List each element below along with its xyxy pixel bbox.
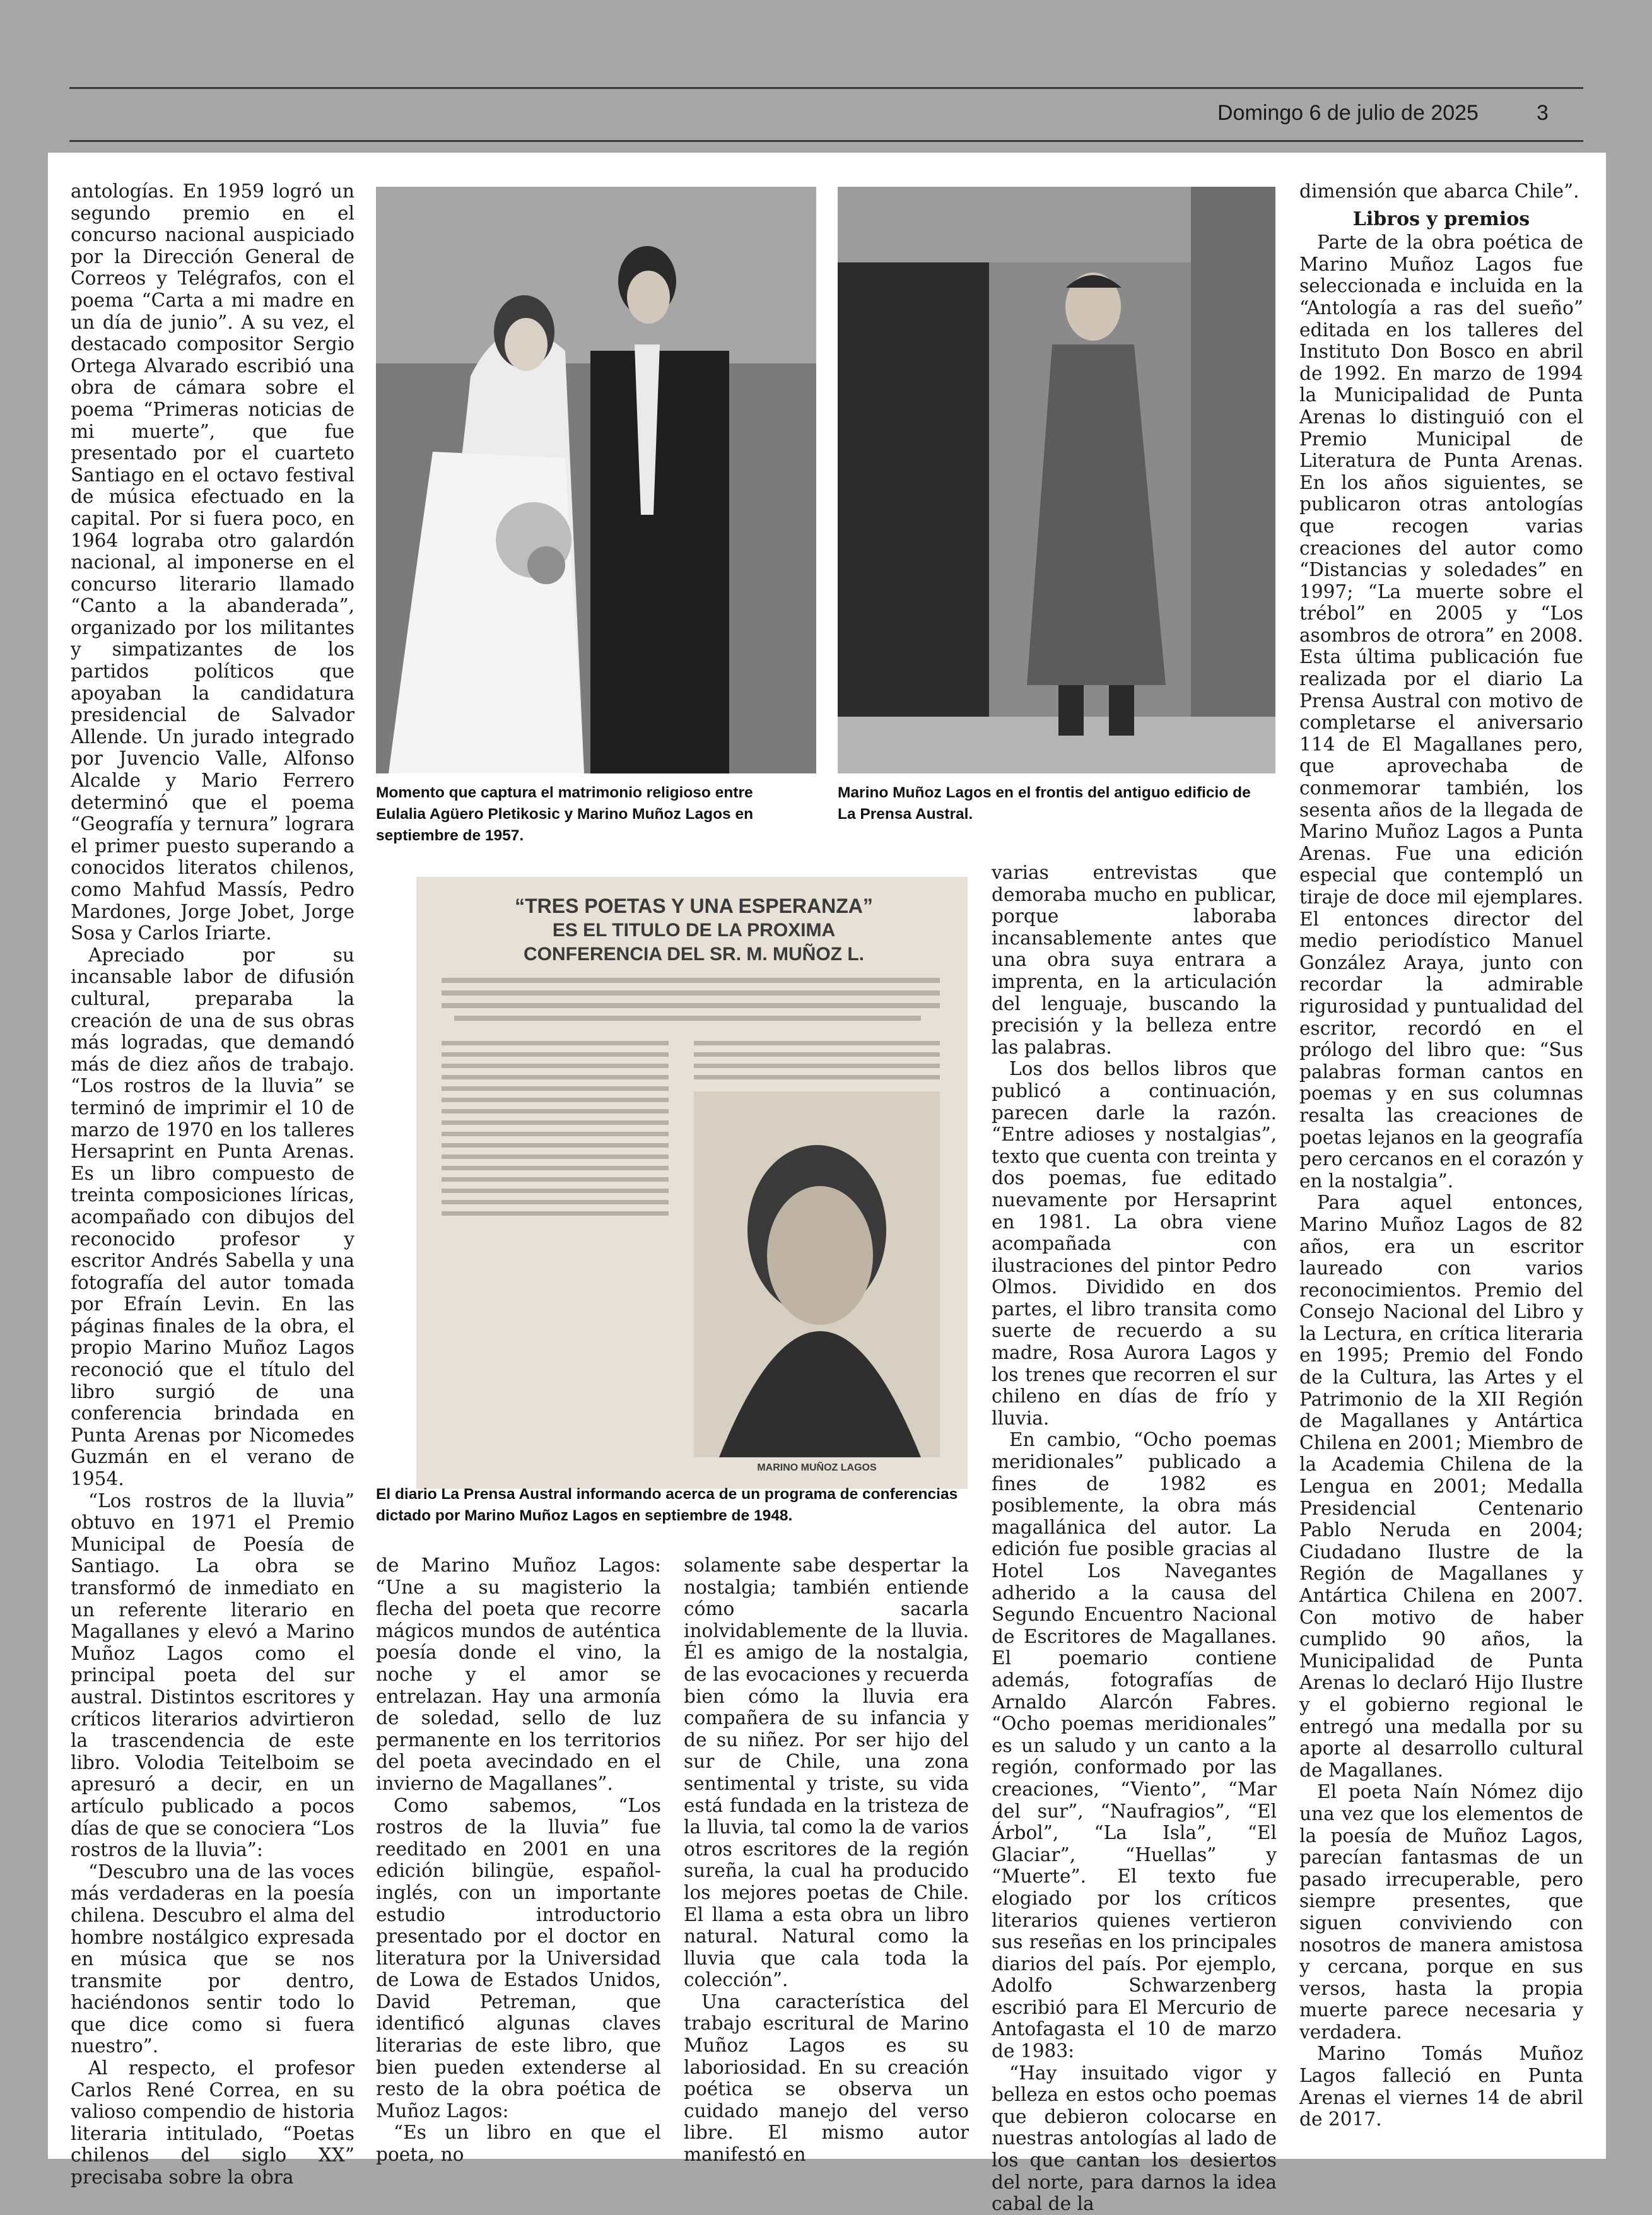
issue-date: Domingo 6 de julio de 2025 <box>1217 101 1479 125</box>
col1-paragraph: Al respecto, el profesor Carlos René Correa, en su valioso compendio de historia literaria intitulado, “Poetas chilenos del siglo XX” precisaba sobre la obra <box>71 2057 354 2189</box>
page-header <box>48 0 1606 153</box>
col4-paragraph: “Hay insuitado vigor y belleza en estos ocho poemas que debieron colocarse en nuestras antologías al lado de los que cantan los desiertos del norte, para darnos la idea cabal de la <box>992 2062 1277 2215</box>
col5-paragraph: El poeta Naín Nómez dijo una vez que los elementos de la poesía de Muñoz Lagos, parecían fantasmas de un pasado irrecuperable, pero siempre presentes, que siguen conviviendo con nosotros de manera amistosa y cercana, porque en sus versos, hasta la propia muerte parece necesaria y verdadera. <box>1299 1781 1583 2043</box>
article-column-2 <box>376 1554 661 2166</box>
header-bottom-rule <box>69 140 1583 142</box>
col1-paragraph: “Los rostros de la lluvia” obtuvo en 1971 el Premio Municipal de Poesía de Santiago. La obra se transformó de inmediato en un referente literario en Magallanes y elevó a Marino Muñoz Lagos como el principal poeta del sur austral. Distintos escritores y críticos literarios advirtieron la trascendencia de este libro. Volodia Teitelboim se apresuró a decir, en un artículo publicado a pocos días de que se conociera “Los rostros de la lluvia”: <box>71 1489 354 1861</box>
article-column-4 <box>992 862 1277 2215</box>
col5-paragraph: dimensión que abarca Chile”. <box>1299 180 1579 202</box>
clipping-headline-1: “TRES POETAS Y UNA ESPERANZA” <box>515 895 873 917</box>
wedding-photo <box>376 187 816 773</box>
col5-paragraph: Para aquel entonces, Marino Muñoz Lagos de 82 años, era un escritor laureado con varios reconocimientos. Premio del Consejo Nacional del Libro y la Lectura, en crítica literaria en 1995; Premio del Fondo de la Cultura, las Artes y el Patrimonio de la XII Región de Magallanes y Antártica Chilena en 2001; Miembro de la Academia Chilena de la Lengua en 2001; Medalla Presidencial Centenario Pablo Neruda en 2004; Ciudadano Ilustre de la Región de Magallanes y Antártica Chilena en 2007. Con motivo de haber cumplido 90 años, la Municipalidad de Punta Arenas lo declaró Hijo Ilustre y el gobierno regional le entregó una medalla por su aporte al desarrollo cultural de Magallanes. <box>1299 1192 1583 1781</box>
col5-paragraph: Marino Tomás Muñoz Lagos falleció en Punta Arenas el viernes 14 de abril de 2017. <box>1299 2043 1583 2130</box>
article-column-3 <box>684 1554 969 2166</box>
clipping-portrait-label: MARINO MUÑOZ LAGOS <box>757 1462 877 1473</box>
header-top-rule <box>69 87 1583 89</box>
col1-paragraph: antologías. En 1959 logró un segundo premio en el concurso nacional auspiciado por la Dirección General de Correos y Telégrafos, con el poema “Carta a mi madre en un día de junio”. A su vez, el destacado compositor Sergio Ortega Alvarado escribió una obra de cámara sobre el poema “Primeras noticias de mi muerte”, que fue presentado por el cuarteto Santiago en el octavo festival de música efectuado en la capital. Por si fuera poco, en 1964 lograba otro galardón nacional, al imponerse en el concurso literario llamado “Canto a la abanderada”, organizado por los militantes y simpatizantes de los partidos políticos que apoyaban la candidatura presidencial de Salvador Allende. Un jurado integrado por Juvencio Valle, Alfonso Alcalde y Mario Ferrero determinó que el poema “Geografía y ternura” lograra el primer puesto superando a conocidos literatos chilenos, como Mahfud Massís, Pedro Mardones, Jorge Jobet, Jorge Sosa y Carlos Iriarte. <box>71 180 354 944</box>
col4-paragraph: Los dos bellos libros que publicó a continuación, parecen darle la razón. “Entre adioses y nostalgias”, texto que cuenta con treinta y dos poemas, fue editado nuevamente por Hersaprint en 1981. La obra viene acompañada con ilustraciones del pintor Pedro Olmos. Dividido en dos partes, el libro transita como suerte de recuerdo a su madre, Rosa Aurora Lagos y los trenes que recorren el sur chileno en días de frío y lluvia. <box>992 1058 1277 1429</box>
col2-paragraph: Como sabemos, “Los rostros de la lluvia” fue reeditado en 2001 en una edición bilingüe, español-inglés, con un importante estudio introductorio presentado por el doctor en literatura por la Universidad de Lowa de Estados Unidos, David Petreman, que identificó algunas claves literarias de este libro, que bien pueden extenderse al resto de la obra poética de Muñoz Lagos: <box>376 1794 661 2122</box>
article-column-1 <box>71 180 354 2189</box>
newspaper-clipping <box>416 877 968 1489</box>
clipping-body-texture <box>416 877 968 1489</box>
clipping-headline-2: ES EL TITULO DE LA PROXIMA <box>552 920 836 941</box>
clipping-headline-3: CONFERENCIA DEL SR. M. MUÑOZ L. <box>524 944 864 965</box>
wedding-photo-figures <box>376 187 816 773</box>
section-heading: Libros y premios <box>1352 208 1530 230</box>
building-photo <box>838 187 1275 773</box>
col5-paragraph: Parte de la obra poética de Marino Muñoz Lagos fue seleccionada e incluida en la “Antología a ras del sueño” editada en los talleres del Instituto Don Bosco en abril de 1992. En marzo de 1994 la Municipalidad de Punta Arenas lo distinguió con el Premio Municipal de Literatura de Punta Arenas. En los años siguientes, se publicaron otras antologías que recogen varias creaciones del autor como “Distancias y soledades” en 1997; “La muerte sobre el trébol” en 2005 y “Los asombros de otrora” en 2008. Esta última publicación fue realizada por el diario La Prensa Austral con motivo de completarse el aniversario 114 de El Magallanes pero, que aprovechaba de conmemorar también, los sesenta años de la llegada de Marino Muñoz Lagos a Punta Arenas. Fue una edición especial que contempló un tiraje de doce mil ejemplares. El entonces director del medio periodístico Manuel González Araya, junto con recordar la admirable rigurosidad y puntualidad del escritor, recordó en el prólogo del libro que: “Sus palabras forman cantos en poemas y en sus columnas resalta las creaciones de poetas lejanos en la geografía pero cercanos en el corazón y en la nostalgia”. <box>1299 232 1583 1192</box>
building-photo-figures <box>838 187 1275 773</box>
building-photo-caption: Marino Muñoz Lagos en el frontis del antiguo edificio de La Prensa Austral. <box>838 784 1251 823</box>
col3-paragraph: Una característica del trabajo escritural de Marino Muñoz Lagos es su laboriosidad. En su creación poética se observa un cuidado manejo del verso libre. El mismo autor manifestó en <box>684 1990 969 2166</box>
col3-paragraph: solamente sabe despertar la nostalgia; también entiende cómo sacarla inolvidablemente de la lluvia. Él es amigo de la nostalgia, de las evocaciones y recuerda bien cómo la lluvia era compañera de su infancia y de su niñez. Por ser hijo del sur de Chile, una zona sentimental y triste, su vida está fundada en la tristeza de la lluvia, tal como la de varios otros escritores de la región sureña, la cual ha producido los mejores poetas de Chile. El llama a esta obra un libro natural. Natural como la lluvia que cala toda la colección”. <box>684 1554 969 1991</box>
col4-paragraph: varias entrevistas que demoraba mucho en publicar, porque laboraba incansablemente antes que una obra suya entrara a imprenta, en la articulación del lenguaje, buscando la precisión y la belleza entre las palabras. <box>992 862 1277 1058</box>
col2-paragraph: “Es un libro en que el poeta, no <box>376 2122 661 2166</box>
clipping-caption: El diario La Prensa Austral informando acerca de un programa de conferencias dictado por Marino Muñoz Lagos en septiembre de 1948. <box>376 1486 958 1524</box>
col4-paragraph: En cambio, “Ocho poemas meridionales” publicado a fines de 1982 es posiblemente, la obra más magallánica del autor. La edición fue posible gracias al Hotel Los Navegantes adherido a la causa del Segundo Encuentro Nacional de Escritores de Magallanes. El poemario contiene además, fotografías de Arnaldo Alarcón Fabres. “Ocho poemas meridionales” es un saludo y un canto a la región, conformado por las creaciones, “Viento”, “Mar del sur”, “Naufragios”, “El Árbol”, “La Isla”, “El Glaciar”, “Huellas” y “Muerte”. El texto fue elogiado por los críticos literarios quienes vertieron sus reseñas en los principales diarios del país. Por ejemplo, Adolfo Schwarzenberg escribió para El Mercurio de Antofagasta el 10 de marzo de 1983: <box>992 1429 1277 2062</box>
col1-paragraph: “Descubro una de las voces más verdaderas en la poesía chilena. Descubro el alma del hombre nostálgico expresada en música que se nos transmite por dentro, haciéndonos sentir todo lo que dice como si fuera nuestro”. <box>71 1860 354 2057</box>
col1-paragraph: Apreciado por su incansable labor de difusión cultural, preparaba la creación de una de sus obras más logradas, que demandó más de diez años de trabajo. “Los rostros de la lluvia” se terminó de imprimir el 10 de marzo de 1970 en los talleres Hersaprint en Punta Arenas. Es un libro compuesto de treinta composiciones líricas, acompañado con dibujos del reconocido profesor y escritor Andrés Sabella y una fotografía del autor tomada por Efraín Levin. En las páginas finales de la obra, el propio Marino Muñoz Lagos reconoció que el título del libro surgió de una conferencia brindada en Punta Arenas por Nicomedes Guzmán en el verano de 1954. <box>71 944 354 1490</box>
article-column-5 <box>1299 180 1583 2131</box>
col2-paragraph: de Marino Muñoz Lagos: “Une a su magisterio la flecha del poeta que recorre mágicos mundos de auténtica poesía donde el vino, la noche y el amor se entrelazan. Hay una armonía de soledad, sello de luz permanente en los territorios del poeta avecindado en el invierno de Magallanes”. <box>376 1554 661 1794</box>
page-number: 3 <box>1537 101 1549 125</box>
wedding-photo-caption: Momento que captura el matrimonio religioso entre Eulalia Agüero Pletikosic y Marino Muñoz Lagos en septiembre de 1957. <box>376 784 754 844</box>
